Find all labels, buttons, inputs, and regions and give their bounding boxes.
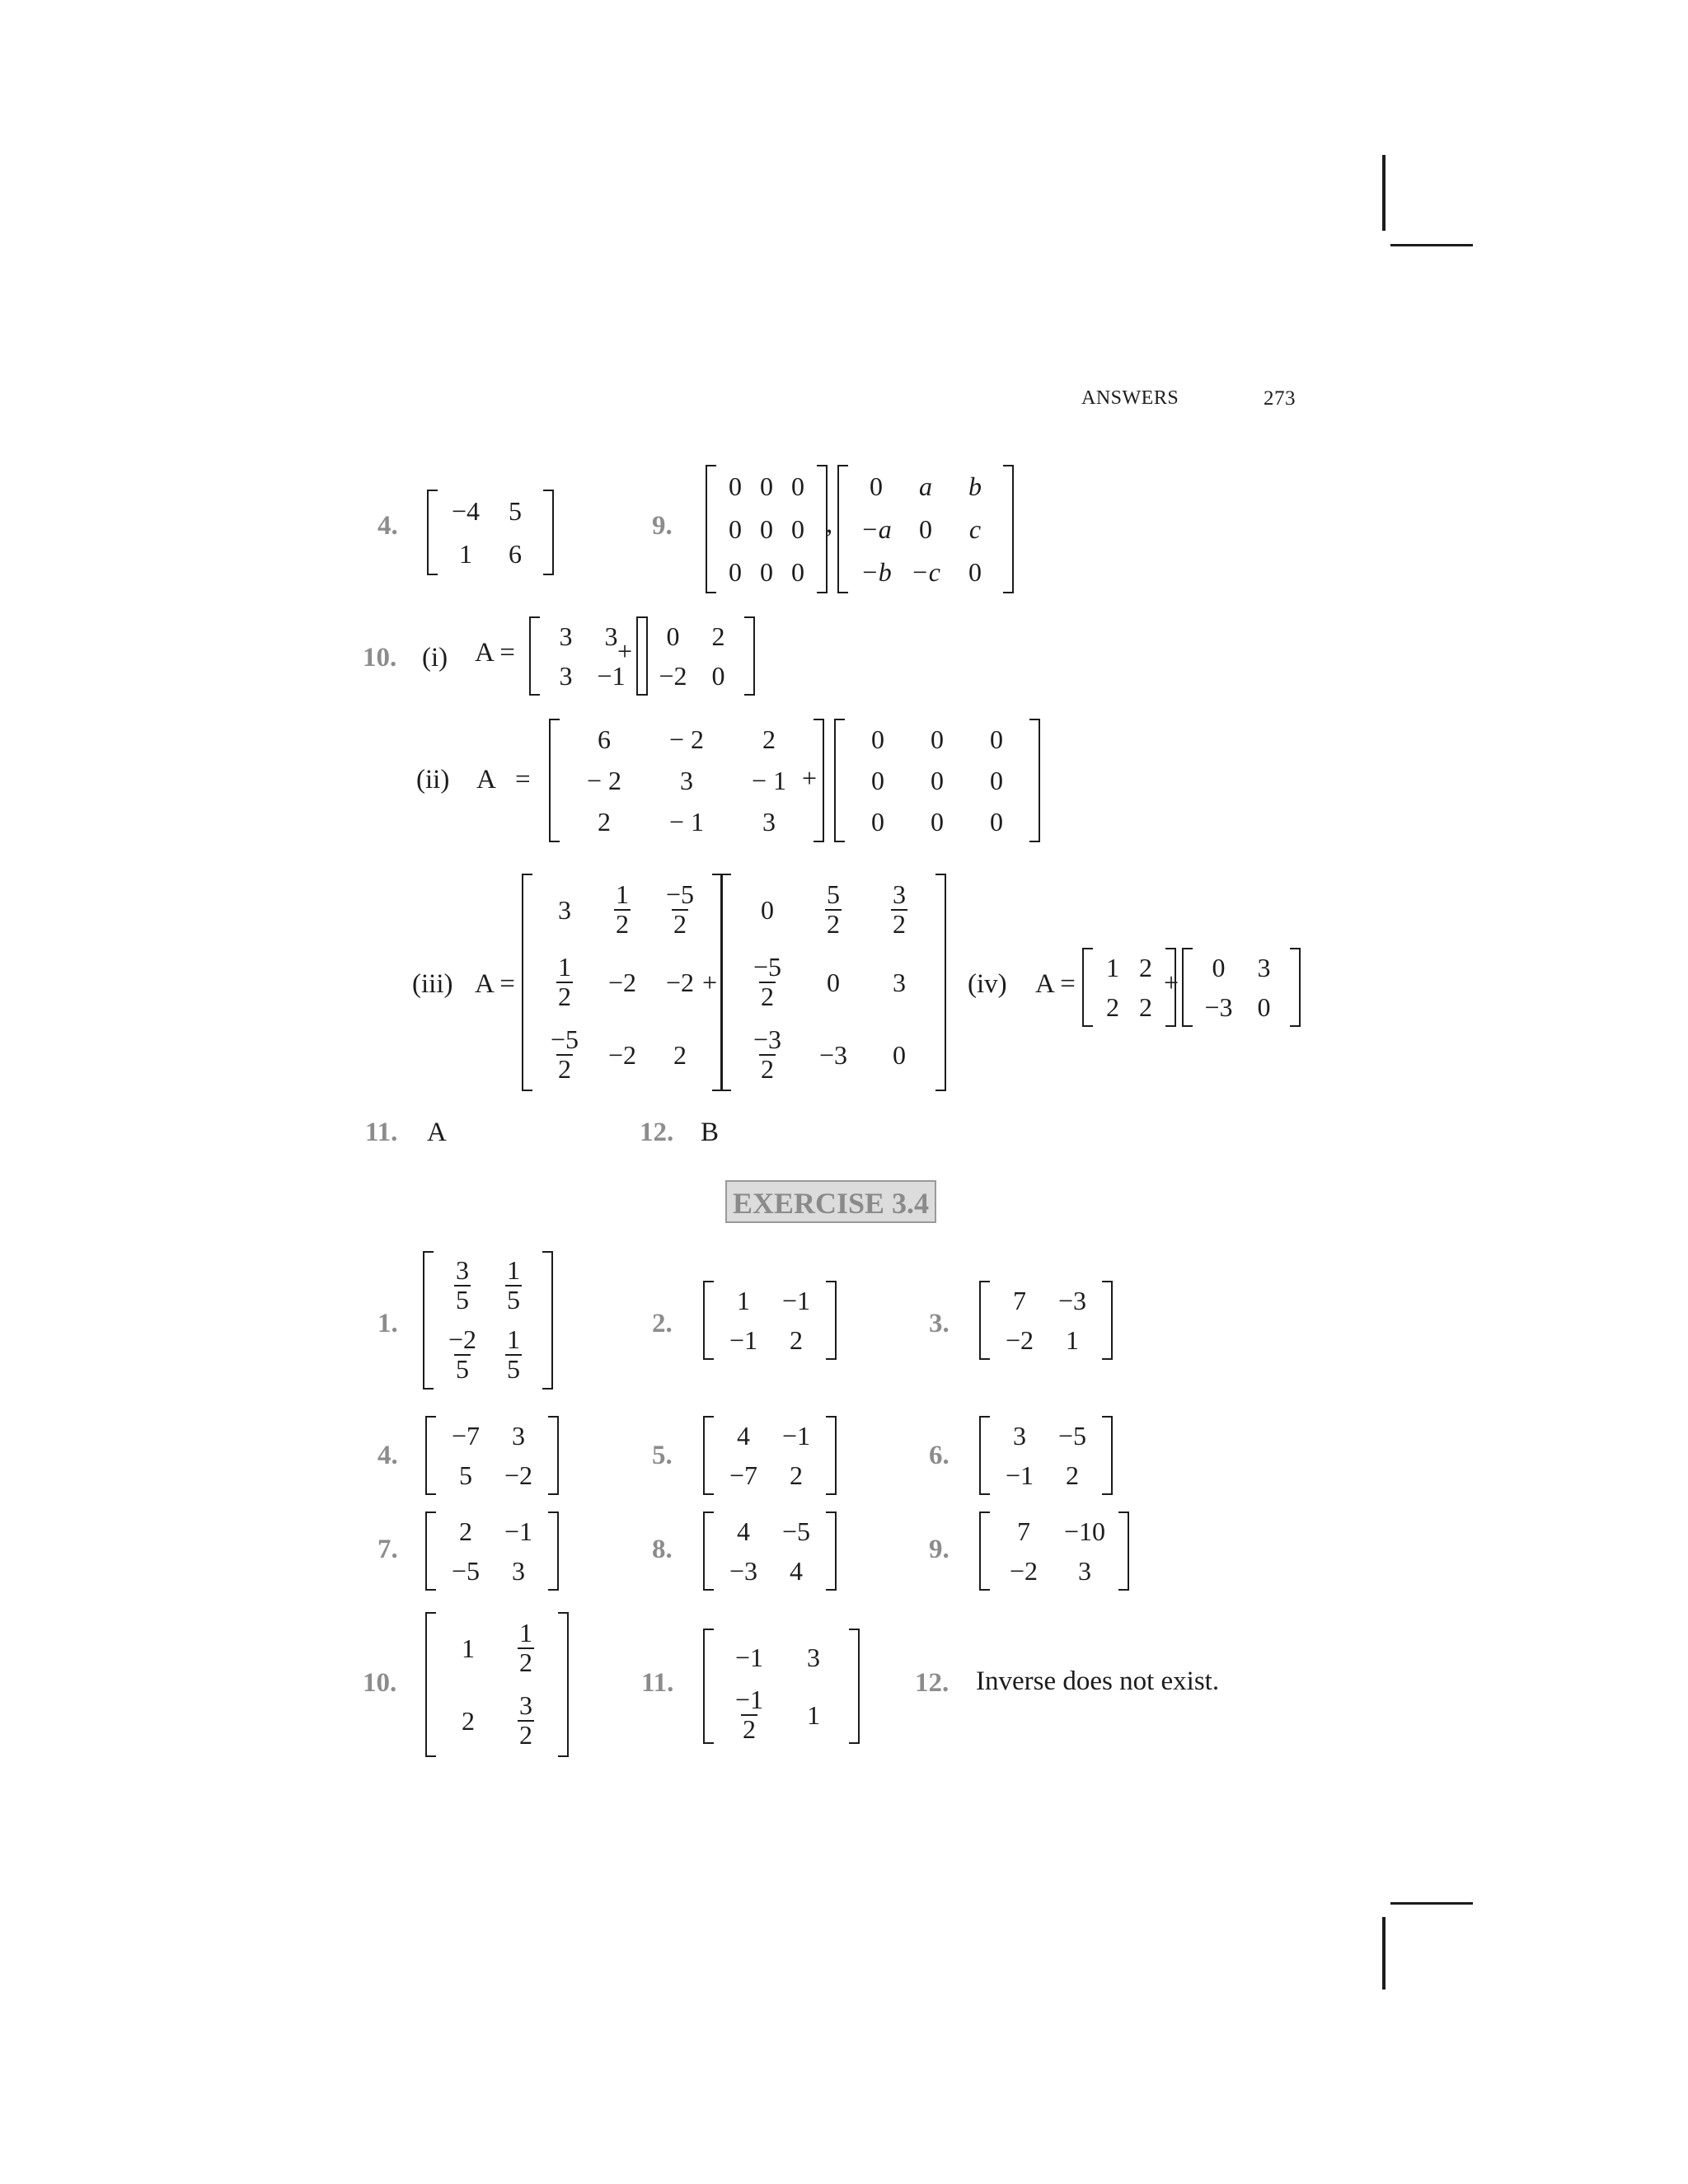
part-ii-zero-matrix <box>834 719 1040 842</box>
part-label: (iii) <box>412 969 453 999</box>
matrix-cell: −5 <box>781 1516 811 1546</box>
matrix-cell: 0 <box>729 514 742 544</box>
matrix-cell: −2 <box>665 968 695 997</box>
question-number: 12. <box>640 1118 674 1147</box>
matrix-cell: $\frac{1}{5}$ <box>507 1324 520 1384</box>
right-bracket <box>548 1416 559 1495</box>
matrix-cell: $\frac{-5}{2}$ <box>753 952 782 1011</box>
matrix-cell: $\frac{1}{2}$ <box>558 952 571 1011</box>
plus-sign: + <box>1164 968 1179 997</box>
ex-answer-2-matrix <box>703 1281 837 1360</box>
matrix-cell: 2 <box>459 1516 472 1546</box>
matrix-cell: $\frac{-5}{2}$ <box>550 1024 579 1084</box>
answer-9-skew-matrix <box>837 465 1014 593</box>
matrix-cell: −a <box>860 514 892 544</box>
left-bracket <box>636 616 647 696</box>
matrix-cell: −2 <box>1005 1325 1034 1355</box>
matrix-cell: 3 <box>893 968 906 997</box>
answer-9-zero-matrix <box>706 465 828 593</box>
matrix-cell: 0 <box>871 724 884 754</box>
answer-4-matrix <box>427 490 554 575</box>
matrix-cell: −1 <box>597 661 626 691</box>
matrix-cell: 4 <box>737 1516 750 1546</box>
matrix-cell: 3 <box>762 807 776 837</box>
matrix-cell: 5 <box>459 1460 472 1490</box>
matrix-cell: −1 <box>1005 1460 1034 1490</box>
matrix-cell: 7 <box>1017 1516 1030 1546</box>
a-equals: A = <box>475 638 515 668</box>
matrix-cell: 2 <box>711 621 725 651</box>
matrix-cell: 0 <box>931 724 944 754</box>
left-bracket <box>703 1629 714 1744</box>
crop-mark-top-horizontal <box>1390 244 1473 246</box>
right-bracket <box>826 1281 837 1360</box>
matrix-cell: $\frac{-5}{2}$ <box>665 879 695 939</box>
question-number: 1. <box>377 1309 398 1338</box>
left-bracket <box>837 465 848 593</box>
matrix-cell: $\frac{1}{2}$ <box>519 1618 532 1677</box>
matrix-cell: −5 <box>451 1556 481 1586</box>
matrix-cell: −3 <box>729 1556 758 1586</box>
question-number: 2. <box>652 1309 673 1338</box>
matrix-cell: 3 <box>559 621 573 651</box>
exercise-heading: EXERCISE 3.4 <box>725 1180 936 1223</box>
question-number: 12. <box>915 1668 950 1698</box>
matrix-cell: 2 <box>762 724 776 754</box>
left-bracket <box>703 1416 714 1495</box>
matrix-cell: − 1 <box>668 807 705 837</box>
matrix-cell: 0 <box>791 471 804 501</box>
question-number: 10. <box>363 643 397 673</box>
left-bracket <box>979 1281 990 1360</box>
matrix-cell: 6 <box>509 539 522 569</box>
part-iii-skew-matrix <box>720 874 946 1091</box>
part-iv-symmetric-matrix <box>1082 948 1176 1027</box>
matrix-cell: 2 <box>462 1706 475 1736</box>
matrix-cell: c <box>968 514 982 544</box>
ex-answer-6-matrix <box>979 1416 1113 1495</box>
matrix-cell: −7 <box>451 1421 481 1451</box>
matrix-cell: 3 <box>559 661 573 691</box>
question-number: 4. <box>377 511 398 541</box>
matrix-separator: , <box>826 509 833 539</box>
matrix-cell: 1 <box>459 539 472 569</box>
matrix-cell: 0 <box>871 766 884 795</box>
matrix-cell: −c <box>911 557 940 587</box>
left-bracket <box>979 1511 990 1591</box>
right-bracket <box>1118 1511 1129 1591</box>
question-number: 4. <box>377 1441 398 1470</box>
ex-answer-1-matrix <box>423 1251 553 1390</box>
right-bracket <box>1290 948 1301 1027</box>
matrix-cell: 0 <box>729 471 742 501</box>
left-bracket <box>1182 948 1193 1027</box>
left-bracket <box>423 1251 434 1390</box>
right-bracket <box>826 1511 837 1591</box>
matrix-cell: 0 <box>968 557 982 587</box>
answer-12-text: B <box>701 1118 720 1147</box>
ex-answer-7-matrix <box>425 1511 559 1591</box>
ex-answer-8-matrix <box>703 1511 837 1591</box>
matrix-cell: 0 <box>761 895 774 925</box>
left-bracket <box>703 1511 714 1591</box>
part-i-skew-matrix <box>636 616 755 696</box>
left-bracket <box>720 874 731 1091</box>
matrix-cell: −1 <box>504 1516 533 1546</box>
matrix-cell: 0 <box>827 968 840 997</box>
matrix-cell: 6 <box>598 724 611 754</box>
right-bracket <box>543 490 554 575</box>
matrix-cell: 0 <box>791 557 804 587</box>
right-bracket <box>744 616 755 696</box>
plus-sign: + <box>702 968 718 997</box>
question-number: 7. <box>377 1535 398 1564</box>
matrix-cell: −b <box>860 557 892 587</box>
question-number: 11. <box>641 1668 674 1698</box>
right-bracket <box>1102 1281 1113 1360</box>
part-iv-skew-matrix <box>1182 948 1301 1027</box>
matrix-cell: 3 <box>1257 953 1271 982</box>
matrix-cell: a <box>919 471 932 501</box>
matrix-cell: −1 <box>781 1421 811 1451</box>
right-bracket <box>1029 719 1040 842</box>
matrix-cell: 0 <box>760 557 773 587</box>
matrix-cell: 0 <box>791 514 804 544</box>
matrix-cell: 3 <box>807 1643 820 1672</box>
left-bracket <box>425 1416 436 1495</box>
matrix-cell: −2 <box>659 661 687 691</box>
ex-answer-3-matrix <box>979 1281 1113 1360</box>
left-bracket <box>834 719 845 842</box>
a-equals: A = <box>475 969 515 999</box>
matrix-cell: 0 <box>760 514 773 544</box>
question-number: 6. <box>929 1441 950 1470</box>
matrix-cell: 0 <box>990 724 1003 754</box>
matrix-cell: 2 <box>598 807 611 837</box>
matrix-cell: 0 <box>990 807 1003 837</box>
matrix-cell: 0 <box>870 471 883 501</box>
matrix-cell: 2 <box>790 1325 803 1355</box>
matrix-cell: −1 <box>729 1325 758 1355</box>
matrix-cell: 0 <box>931 766 944 795</box>
matrix-cell: 0 <box>666 621 680 651</box>
right-bracket <box>548 1511 559 1591</box>
part-iii-symmetric-matrix <box>522 874 723 1091</box>
matrix-cell: 3 <box>512 1556 525 1586</box>
matrix-cell: −7 <box>729 1460 758 1490</box>
matrix-cell: 5 <box>509 496 522 526</box>
right-bracket <box>849 1629 860 1744</box>
matrix-cell: $\frac{1}{2}$ <box>616 879 629 939</box>
matrix-cell: −2 <box>607 968 637 997</box>
matrix-cell: 0 <box>1257 992 1271 1022</box>
matrix-cell: 3 <box>1078 1556 1091 1586</box>
answer-12-text: Inverse does not exist. <box>976 1666 1220 1696</box>
matrix-cell: $\frac{3}{2}$ <box>893 879 906 939</box>
matrix-cell: 4 <box>737 1421 750 1451</box>
left-bracket <box>1082 948 1093 1027</box>
right-bracket <box>935 874 946 1091</box>
matrix-cell: 0 <box>729 557 742 587</box>
matrix-cell: $\frac{-2}{5}$ <box>448 1324 477 1384</box>
left-bracket <box>425 1511 436 1591</box>
right-bracket <box>558 1612 569 1757</box>
a-label: A <box>476 765 496 794</box>
matrix-cell: 3 <box>558 895 571 925</box>
matrix-cell: 1 <box>737 1286 750 1315</box>
part-label: (iv) <box>968 969 1007 999</box>
matrix-cell: b <box>968 471 982 501</box>
question-number: 9. <box>929 1535 950 1564</box>
running-header-title: ANSWERS <box>1081 387 1179 409</box>
question-number: 3. <box>929 1309 950 1338</box>
crop-mark-top-vertical <box>1382 155 1386 231</box>
left-bracket <box>706 465 716 593</box>
left-bracket <box>703 1281 714 1360</box>
matrix-cell: 3 <box>680 766 693 795</box>
matrix-cell: 3 <box>604 621 618 651</box>
ex-answer-9-matrix <box>979 1511 1129 1591</box>
ex-answer-5-matrix <box>703 1416 837 1495</box>
question-number: 11. <box>365 1118 398 1147</box>
matrix-cell: 0 <box>893 1040 906 1070</box>
right-bracket <box>1102 1416 1113 1495</box>
part-ii-symmetric-matrix <box>549 719 824 842</box>
part-label: (ii) <box>416 765 450 794</box>
a-equals: A = <box>1035 969 1076 999</box>
matrix-cell: 2 <box>1139 992 1152 1022</box>
matrix-cell: 2 <box>790 1460 803 1490</box>
matrix-cell: 2 <box>1139 953 1152 982</box>
left-bracket <box>427 490 438 575</box>
matrix-cell: −2 <box>504 1460 533 1490</box>
matrix-cell: 0 <box>711 661 725 691</box>
matrix-cell: −1 <box>734 1643 764 1672</box>
question-number: 5. <box>652 1441 673 1470</box>
crop-mark-bottom-vertical <box>1382 1917 1386 1990</box>
matrix-cell: $\frac{3}{5}$ <box>456 1255 469 1315</box>
matrix-cell: 3 <box>512 1421 525 1451</box>
matrix-cell: 0 <box>990 766 1003 795</box>
page-number: 273 <box>1264 387 1296 410</box>
question-number: 9. <box>652 511 673 541</box>
matrix-cell: 2 <box>1066 1460 1079 1490</box>
matrix-cell: 1 <box>807 1700 820 1730</box>
matrix-cell: $\frac{3}{2}$ <box>519 1690 532 1750</box>
matrix-cell: 2 <box>673 1040 687 1070</box>
matrix-cell: $\frac{-1}{2}$ <box>734 1685 764 1744</box>
matrix-cell: −3 <box>1204 992 1233 1022</box>
matrix-cell: $\frac{5}{2}$ <box>827 879 840 939</box>
matrix-cell: 2 <box>1106 992 1119 1022</box>
matrix-cell: −3 <box>818 1040 848 1070</box>
left-bracket <box>522 874 532 1091</box>
right-bracket <box>542 1251 553 1390</box>
matrix-cell: −2 <box>607 1040 637 1070</box>
right-bracket <box>1003 465 1014 593</box>
left-bracket <box>549 719 560 842</box>
matrix-cell: 1 <box>462 1633 475 1663</box>
matrix-cell: −10 <box>1063 1516 1106 1546</box>
matrix-cell: −1 <box>781 1286 811 1315</box>
matrix-cell: −5 <box>1057 1421 1087 1451</box>
matrix-cell: 4 <box>790 1556 803 1586</box>
right-bracket <box>826 1416 837 1495</box>
matrix-cell: 0 <box>871 807 884 837</box>
question-number: 10. <box>363 1668 397 1698</box>
matrix-cell: 7 <box>1013 1286 1026 1315</box>
matrix-cell: $\frac{1}{5}$ <box>507 1255 520 1315</box>
ex-answer-10-matrix <box>425 1612 569 1757</box>
ex-answer-4-matrix <box>425 1416 559 1495</box>
matrix-cell: −4 <box>451 496 481 526</box>
part-label: (i) <box>422 643 448 673</box>
matrix-cell: $\frac{-3}{2}$ <box>753 1024 782 1084</box>
matrix-cell: 0 <box>931 807 944 837</box>
ex-answer-11-matrix <box>703 1629 860 1744</box>
matrix-cell: −3 <box>1057 1286 1087 1315</box>
crop-mark-bottom-horizontal <box>1390 1902 1473 1905</box>
matrix-cell: − 2 <box>668 724 705 754</box>
matrix-cell: 0 <box>1212 953 1226 982</box>
matrix-cell: 3 <box>1013 1421 1026 1451</box>
matrix-cell: − 2 <box>586 766 622 795</box>
answer-11-text: A <box>427 1118 447 1147</box>
question-number: 8. <box>652 1535 673 1564</box>
matrix-cell: −2 <box>1009 1556 1039 1586</box>
matrix-cell: 0 <box>919 514 932 544</box>
matrix-cell: 0 <box>760 471 773 501</box>
left-bracket <box>529 616 540 696</box>
plus-sign: + <box>802 763 818 793</box>
plus-sign: + <box>617 636 633 666</box>
matrix-cell: 1 <box>1066 1325 1079 1355</box>
equals-sign: = <box>515 765 531 794</box>
left-bracket <box>979 1416 990 1495</box>
left-bracket <box>425 1612 436 1757</box>
matrix-cell: 1 <box>1106 953 1119 982</box>
matrix-cell: − 1 <box>751 766 787 795</box>
